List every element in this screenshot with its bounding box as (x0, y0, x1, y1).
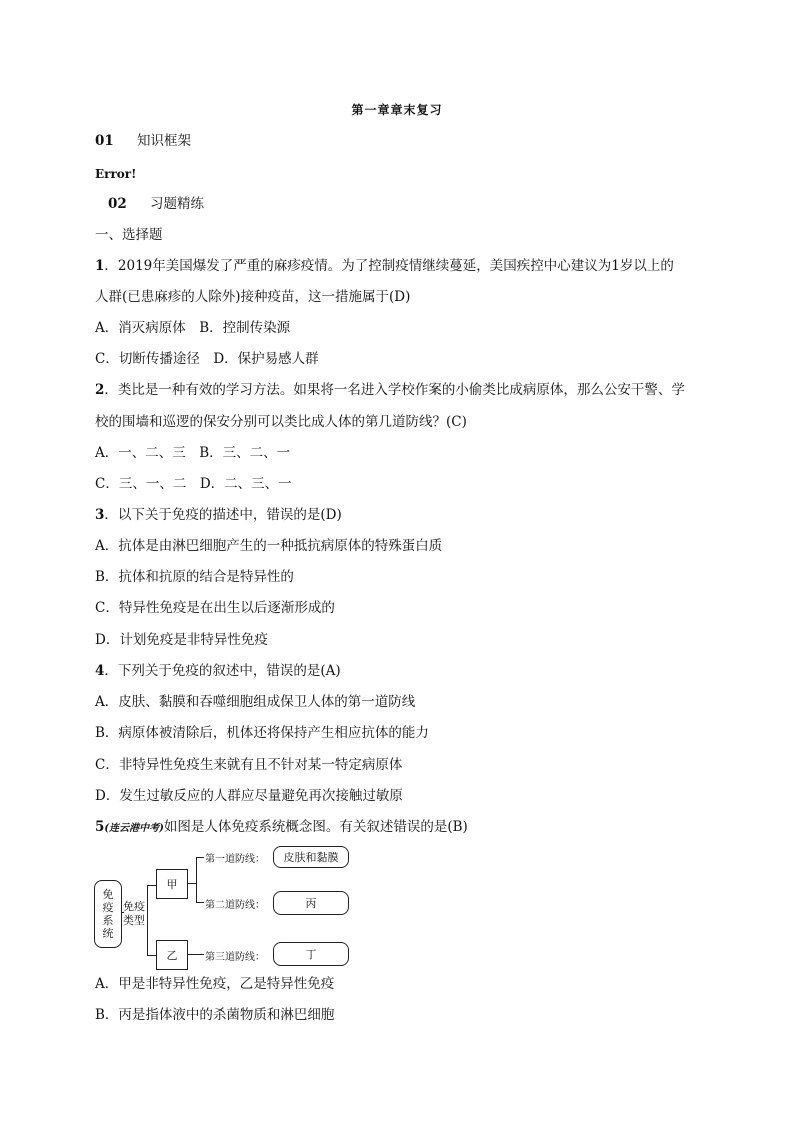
question-2-options-cd: C．三、一、二 D．二、三、一 (95, 476, 292, 492)
connector (196, 857, 204, 858)
yi-box: 乙 (156, 940, 188, 970)
connector (188, 954, 204, 955)
question-number: 4 (95, 663, 105, 679)
question-number: 2 (95, 382, 105, 398)
jia-box: 甲 (156, 869, 188, 899)
question-2-options-ab: A．一、二、三 B．三、二、一 (95, 445, 291, 461)
question-text: ．下列关于免疫的叙述中，错误的是(A) (104, 663, 341, 679)
bracket-vertical (147, 885, 148, 955)
bracket-vertical (196, 857, 197, 903)
question-1-options-ab: A．消灭病原体 B．控制传染源 (95, 320, 291, 336)
question-1-stem-cont: 人群(已患麻疹的人除外)接种疫苗，这一措施属于(D) (95, 289, 411, 305)
question-text: ．类比是一种有效的学习方法。如果将一名进入学校作案的小偷类比成病原体，那么公安干警、学 (104, 382, 685, 398)
section-number: 01 (95, 133, 114, 149)
question-2-stem-cont: 校的围墙和巡逻的保安分别可以类比成人体的第几道防线？(C) (95, 414, 467, 430)
question-4-option-d: D．发生过敏反应的人群应尽量避免再次接触过敏原 (95, 788, 403, 804)
section-knowledge-framework (95, 132, 191, 150)
question-4-option-b: B．病原体被清除后，机体还将保持产生相应抗体的能力 (95, 725, 429, 741)
question-text: ．以下关于免疫的描述中，错误的是(D) (104, 507, 342, 523)
page-title: 第一章章末复习 (351, 103, 443, 117)
question-3-option-b: B．抗体和抗原的结合是特异性的 (95, 569, 294, 585)
connector (188, 883, 196, 884)
part-heading: 一、选择题 (95, 227, 163, 243)
error-text: Error! (95, 167, 137, 181)
question-text: 如图是人体免疫系统概念图。有关叙述错误的是(B) (163, 819, 468, 835)
root-label: 免疫系统 (102, 888, 114, 940)
type-label: 免疫类型 (123, 900, 145, 927)
question-2-stem (95, 381, 685, 399)
question-4-option-a: A．皮肤、黏膜和吞噬细胞组成保卫人体的第一道防线 (95, 694, 416, 710)
bracket-bottom (147, 955, 156, 956)
question-5-option-b: B．丙是指体液中的杀菌物质和淋巴细胞 (95, 1007, 335, 1023)
question-1-options-cd: C．切断传播途径 D．保护易感人群 (95, 351, 319, 367)
question-number: 1 (95, 258, 105, 274)
question-number: 5 (95, 819, 105, 835)
question-5-stem (95, 818, 468, 838)
question-3-stem (95, 506, 342, 524)
first-line-value: 皮肤和黏膜 (273, 846, 349, 868)
question-source: (连云港中考) (104, 823, 164, 834)
immune-system-concept-diagram (92, 842, 362, 970)
question-1-stem (95, 257, 674, 275)
bracket-top (147, 885, 156, 886)
root-box (94, 880, 122, 948)
connector (196, 902, 204, 903)
question-3-option-c: C．特异性免疫是在出生以后逐渐形成的 (95, 600, 335, 616)
question-number: 3 (95, 507, 105, 523)
question-3-option-d: D．计划免疫是非特异性免疫 (95, 632, 268, 648)
third-line-value: 丁 (273, 942, 349, 966)
section-exercises (108, 195, 204, 213)
section-label: 知识框架 (137, 133, 191, 149)
section-number: 02 (108, 196, 127, 212)
question-4-stem (95, 662, 341, 680)
second-line-value: 丙 (273, 891, 349, 915)
section-label: 习题精练 (150, 196, 204, 212)
second-line-label: 第二道防线： (205, 900, 265, 911)
question-5-option-a: A．甲是非特异性免疫，乙是特异性免疫 (95, 976, 335, 992)
question-3-option-a: A．抗体是由淋巴细胞产生的一种抵抗病原体的特殊蛋白质 (95, 538, 443, 554)
question-4-option-c: C．非特异性免疫生来就有且不针对某一特定病原体 (95, 757, 403, 773)
question-text: ．2019年美国爆发了严重的麻疹疫情。为了控制疫情继续蔓延，美国疾控中心建议为1岁以上的 (104, 258, 674, 274)
first-line-label: 第一道防线： (205, 854, 265, 865)
third-line-label: 第三道防线： (205, 952, 265, 963)
